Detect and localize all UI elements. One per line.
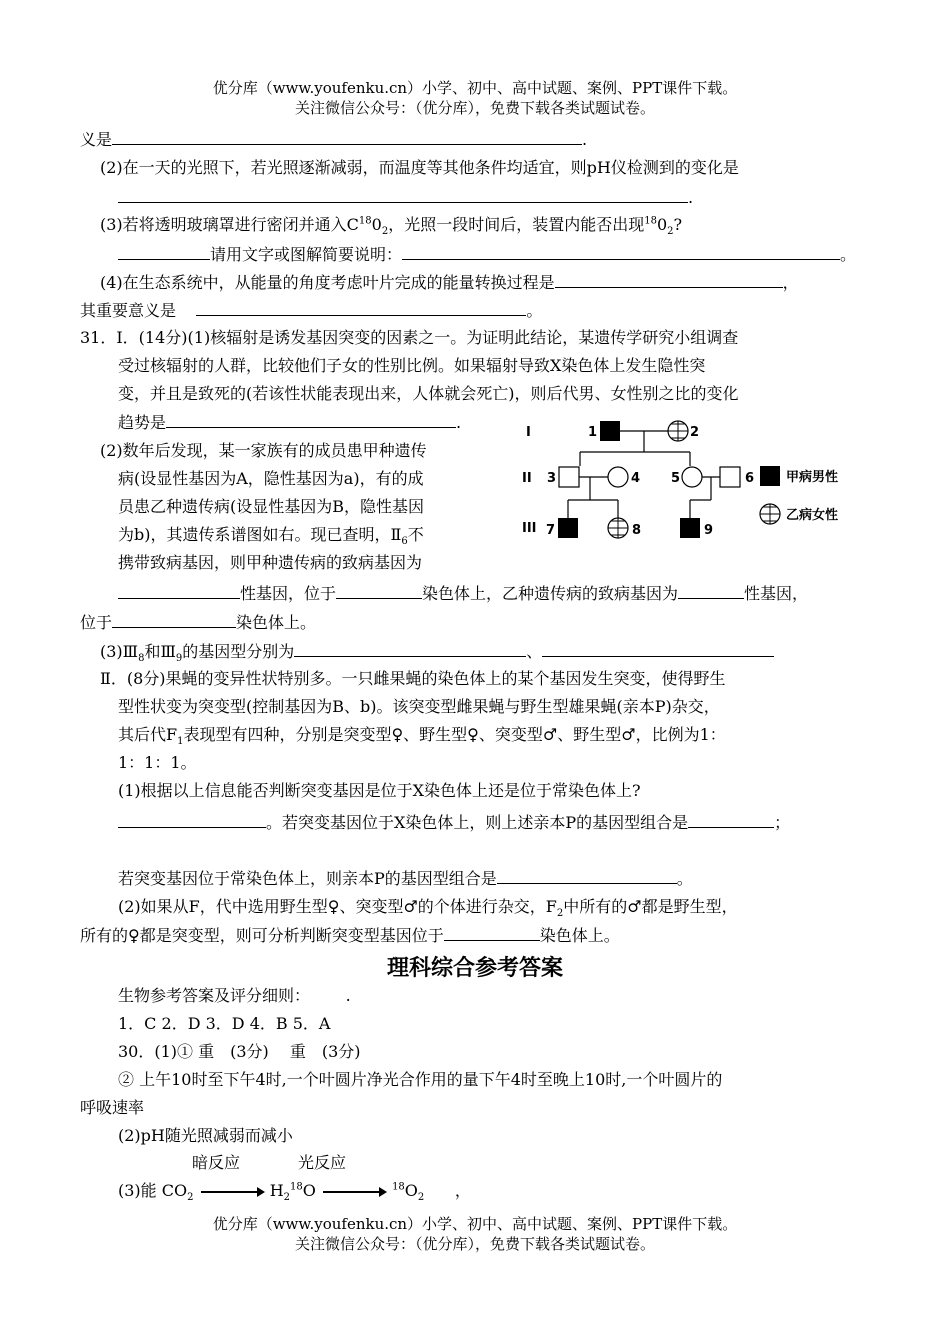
q31-part-2-line-6 bbox=[118, 582, 918, 605]
q31-II-line-3 bbox=[118, 724, 918, 746]
text: . bbox=[688, 188, 694, 207]
text: 表现型有四种，分别是突变型♀、野生型♀、突变型♂、野生型♂，比例为1： bbox=[183, 725, 726, 744]
text: 。 bbox=[676, 869, 693, 888]
text: (3)若将透明玻璃罩进行密闭并通入C bbox=[100, 215, 359, 234]
answer-blank bbox=[555, 271, 783, 288]
text: 染色体上。 bbox=[539, 926, 620, 945]
text: ， bbox=[454, 1181, 471, 1200]
superscript: 18 bbox=[290, 1181, 303, 1193]
q30-part-3-line-2 bbox=[118, 243, 918, 266]
legend-label: 甲病男性 bbox=[786, 470, 839, 485]
generation-label: III bbox=[522, 521, 537, 536]
text: 、 bbox=[526, 642, 543, 661]
individual-III-9-affected-male bbox=[680, 518, 700, 538]
text: (3)Ⅲ bbox=[100, 642, 139, 661]
q31-part-2-line-2: 病(设显性基因为A，隐性基因为a)，有的成 bbox=[118, 469, 424, 488]
q30-part-2: (2)在一天的光照下，若光照逐渐减弱，而温度等其他条件均适宜，则pH仪检测到的变化是 bbox=[100, 158, 739, 177]
text: . bbox=[456, 413, 462, 432]
q31-II-part-2 bbox=[118, 896, 918, 918]
text: O bbox=[404, 1181, 418, 1200]
text: 不 bbox=[407, 525, 424, 544]
answer-blank bbox=[678, 582, 744, 599]
text: 的基因型分别为 bbox=[182, 642, 295, 661]
answers-line-6: (2)pH随光照减弱而减小 bbox=[118, 1126, 293, 1145]
answers-line-1 bbox=[118, 985, 918, 1007]
answer-blank bbox=[336, 582, 422, 599]
individual-II-5-female bbox=[682, 467, 702, 487]
text: 。 bbox=[526, 301, 543, 320]
text: H bbox=[269, 1181, 284, 1200]
subscript: 2 bbox=[556, 908, 564, 920]
individual-II-6-male bbox=[720, 467, 740, 487]
answer-blank bbox=[402, 243, 840, 260]
text: 0 bbox=[656, 215, 668, 234]
q31-II-part-1: (1)根据以上信息能否判断突变基因是位于X染色体上还是位于常染色体上? bbox=[118, 781, 641, 800]
arrow-label-light-reaction: 光反应 bbox=[298, 1153, 347, 1172]
individual-number: 6 bbox=[745, 471, 755, 486]
answers-line-8 bbox=[118, 1180, 918, 1202]
subscript: 2 bbox=[667, 226, 674, 238]
text: 请用文字或图解简要说明： bbox=[210, 245, 403, 264]
individual-number: 2 bbox=[690, 425, 700, 440]
text: 其重要意义是 bbox=[80, 301, 177, 320]
q30-part-3 bbox=[100, 214, 900, 236]
q31-II-line-4: 1：1：1。 bbox=[118, 753, 197, 772]
subscript: 1 bbox=[177, 736, 184, 748]
q31-part-2-line-5: 携带致病基因，则甲种遗传病的致病基因为 bbox=[118, 553, 423, 572]
answers-line-2: 1．C 2．D 3．D 4．B 5．A bbox=[118, 1014, 331, 1033]
answer-blank bbox=[444, 924, 540, 941]
superscript: 18 bbox=[392, 1181, 405, 1193]
text: 若突变基因位于常染色体上，则亲本P的基因型组合是 bbox=[118, 869, 497, 888]
q31-line-3: 变，并且是致死的(若该性状能表现出来，人体就会死亡)，则后代男、女性别之比的变化 bbox=[118, 384, 739, 403]
q31-line-1: 31．I．(14分)(1)核辐射是诱发基因突变的因素之一。为证明此结论，某遗传学研究小组调查 bbox=[80, 328, 739, 347]
reaction-arrow bbox=[201, 1191, 263, 1193]
text: 位于 bbox=[80, 613, 113, 632]
q31-line-2: 受过核辐射的人群，比较他们子女的性别比例。如果辐射导致X染色体上发生隐性突 bbox=[118, 356, 706, 375]
individual-II-3-male bbox=[559, 467, 579, 487]
generation-label: I bbox=[526, 425, 531, 440]
individual-number: 9 bbox=[704, 523, 714, 538]
q31-II-line-1: Ⅱ．(8分)果蝇的变异性状特别多。一只雌果蝇的染色体上的某个基因发生突变，使得野生 bbox=[100, 669, 726, 688]
answers-line-4: ② 上午10时至下午4时,一个叶圆片净光合作用的量下午4时至晚上10时,一个叶圆片的 bbox=[118, 1070, 723, 1089]
text: ? bbox=[673, 215, 683, 234]
text: (4)在生态系统中，从能量的角度考虑叶片完成的能量转换过程是 bbox=[100, 273, 555, 292]
text: 。若突变基因位于X染色体上，则上述亲本P的基因型组合是 bbox=[266, 813, 689, 832]
q31-II-part-1-line-2 bbox=[118, 811, 918, 834]
individual-number: 3 bbox=[547, 471, 557, 486]
individual-number: 4 bbox=[631, 471, 641, 486]
text: 0 bbox=[371, 215, 382, 234]
subscript: 2 bbox=[283, 1192, 291, 1204]
subscript: 2 bbox=[187, 1192, 194, 1204]
answers-line-5: 呼吸速率 bbox=[80, 1098, 145, 1117]
text: 义是 bbox=[80, 130, 113, 149]
header-line-1: 优分库（www.youfenku.cn）小学、初中、高中试题、案例、PPT课件下载。 bbox=[212, 79, 738, 97]
text: ，光照一段时间后，装置内能否出现 bbox=[388, 215, 645, 234]
answer-blank bbox=[118, 243, 210, 260]
text: ， bbox=[782, 273, 799, 292]
text: 趋势是 bbox=[118, 413, 167, 432]
text: 为b)，其遗传系谱图如右。现已查明，Ⅱ bbox=[118, 525, 402, 544]
q31-part-2-line-7 bbox=[80, 611, 880, 634]
answer-blank bbox=[118, 582, 240, 599]
q30-part-4-line-2 bbox=[80, 299, 880, 322]
answer-blank bbox=[294, 640, 526, 657]
text: 和Ⅲ bbox=[144, 642, 176, 661]
subscript: 2 bbox=[417, 1192, 425, 1204]
q30-part-4 bbox=[100, 271, 900, 294]
text: 生物参考答案及评分细则： bbox=[118, 986, 311, 1005]
answer-blank bbox=[112, 611, 236, 628]
individual-number: 5 bbox=[671, 471, 681, 486]
pedigree-chart bbox=[518, 414, 858, 544]
legend-label: 乙病女性 bbox=[786, 508, 839, 523]
answer-blank bbox=[688, 811, 774, 828]
header-line-2: 关注微信公众号：（优分库），免费下载各类试题试卷。 bbox=[294, 99, 655, 117]
text: 所有的♀都是突变型，则可分析判断突变型基因位于 bbox=[80, 926, 444, 945]
answer-blank bbox=[118, 186, 688, 203]
text: O bbox=[302, 1181, 316, 1200]
text: 中所有的♂都是野生型， bbox=[563, 897, 738, 916]
legend-affected-male-symbol bbox=[760, 466, 780, 486]
text: 。 bbox=[840, 245, 857, 264]
text: 性基因，位于 bbox=[240, 584, 337, 603]
text: (2)如果从F，代中选用野生型♀、突变型♂的个体进行杂交，F bbox=[118, 897, 557, 916]
text: 染色体上，乙种遗传病的致病基因为 bbox=[422, 584, 679, 603]
superscript: 18 bbox=[358, 215, 372, 227]
individual-number: 1 bbox=[588, 425, 598, 440]
superscript: 18 bbox=[644, 215, 657, 227]
answer-blank bbox=[497, 867, 677, 884]
q31-II-part-2-line-2 bbox=[80, 924, 880, 947]
individual-number: 7 bbox=[546, 523, 556, 538]
text: 染色体上。 bbox=[236, 613, 317, 632]
answers-title: 理科综合参考答案 bbox=[386, 956, 563, 981]
answer-blank bbox=[166, 411, 456, 428]
answer-blank bbox=[112, 128, 582, 145]
text: . bbox=[345, 986, 351, 1005]
subscript: 2 bbox=[381, 226, 389, 238]
footer-line-1: 优分库（www.youfenku.cn）小学、初中、高中试题、案例、PPT课件下载。 bbox=[212, 1215, 738, 1233]
text: ； bbox=[774, 813, 791, 832]
q31-part-2-line-1: (2)数年后发现，某一家族有的成员患甲种遗传 bbox=[100, 441, 427, 460]
subscript: 6 bbox=[401, 536, 408, 548]
individual-III-7-affected-male bbox=[558, 518, 578, 538]
individual-II-4-female bbox=[608, 467, 628, 487]
q30-line-0 bbox=[80, 128, 880, 151]
subscript: 9 bbox=[175, 653, 183, 665]
answer-blank bbox=[196, 299, 526, 316]
text: . bbox=[582, 130, 588, 149]
answers-line-3: 30．(1)① 重 (3分) 重 (3分) bbox=[118, 1042, 361, 1061]
reaction-arrow bbox=[323, 1191, 385, 1193]
q31-II-part-1-line-3 bbox=[118, 867, 918, 890]
arrow-label-dark-reaction: 暗反应 bbox=[192, 1153, 241, 1172]
individual-number: 8 bbox=[632, 523, 642, 538]
q31-part-3 bbox=[100, 640, 900, 663]
answer-blank bbox=[542, 640, 774, 657]
text: 性基因， bbox=[744, 584, 809, 603]
q31-II-line-2: 型性状变为突变型(控制基因为B、b)。该突变型雌果蝇与野生型雄果蝇(亲本P)杂交， bbox=[118, 697, 720, 716]
generation-label: II bbox=[522, 471, 532, 486]
text: 其后代F bbox=[118, 725, 178, 744]
subscript: 8 bbox=[138, 653, 145, 665]
answer-blank bbox=[118, 811, 266, 828]
q31-part-2-line-3: 员患乙种遗传病(设显性基因为B，隐性基因 bbox=[118, 497, 425, 516]
individual-I-1-affected-male bbox=[600, 421, 620, 441]
text: (3)能 CO bbox=[118, 1181, 188, 1200]
q30-part-2-blank-line bbox=[118, 186, 918, 209]
footer-line-2: 关注微信公众号：（优分库），免费下载各类试题试卷。 bbox=[294, 1235, 655, 1253]
